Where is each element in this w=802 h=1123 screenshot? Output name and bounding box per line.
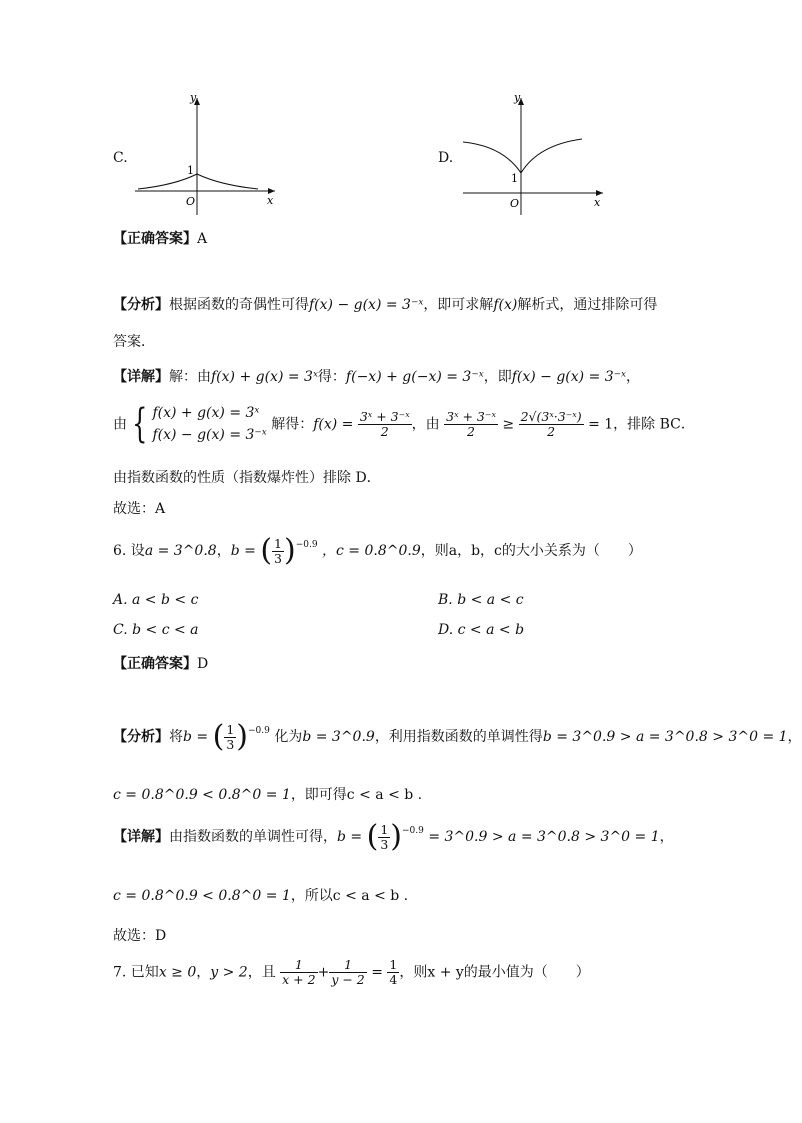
q7-stem-pre: 7. 已知 <box>113 964 159 981</box>
q6-option-d[interactable]: D. c < a < b <box>438 622 525 638</box>
q5-sys-prefix: 由 <box>113 416 127 433</box>
q6-analysis-b2: b = 3^0.9 <box>302 729 375 745</box>
q5-detail-math: f(x) − g(x) = 3⁻ˣ <box>511 369 627 385</box>
q5-system-line <box>113 402 695 447</box>
q5-detail-text: 解：由 <box>169 369 211 385</box>
q6-choose: 故选：D <box>113 928 167 944</box>
q7-frac3: $\frac{1}{4}$ <box>389 957 398 987</box>
q6-detail-l2-math: c = 0.8^0.9 < 0.8^0 = 1 <box>113 888 291 904</box>
q6-option-b[interactable]: B. b < a < c <box>438 592 524 608</box>
q5-line-d: 由指数函数的性质（指数爆炸性）排除 D． <box>113 470 381 486</box>
q5-detail-line <box>113 366 640 386</box>
d-x-label: x <box>594 196 601 209</box>
q5-sys-f: f(x) = <box>313 416 354 433</box>
q7-cond2: y > 2 <box>210 964 248 981</box>
q5-detail-label: 【详解】 <box>113 369 169 385</box>
q6-b-frac: $\frac{1}{3}$ <box>274 535 282 566</box>
q5-sys-eq2: f(x) − g(x) = 3⁻ˣ <box>152 427 267 444</box>
q6-detail-frac: $\frac{1}{3}$ <box>380 821 389 852</box>
option-d-label: D. <box>438 150 454 166</box>
q6-stem-pre: 6. 设 <box>113 543 145 559</box>
q5-analysis-math: f(x) <box>493 297 518 313</box>
option-c-label: C. <box>113 150 128 166</box>
q6-detail-line2 <box>113 885 408 905</box>
q5-analysis-text: 根据函数的奇偶性可得 <box>169 297 309 313</box>
q6-a-def: a = 3^0.8 <box>144 543 217 559</box>
q6-detail-label: 【详解】 <box>113 829 169 845</box>
q5-sys-solve: 解得： <box>271 416 314 433</box>
q6-detail-b: b = <box>337 829 363 845</box>
q6-answer: D <box>197 656 209 672</box>
q6-stem: 6. 设a = 3^0.8，b = ( $\frac{1}{3}$ )$^{-0.9}$ ，c = 0.8^0.9，则a，b，c的大小关系为（ ） <box>113 533 642 568</box>
q5-detail-text: ，即 <box>483 369 512 385</box>
q5-detail-math: f(−x) + g(−x) = 3⁻ˣ <box>345 369 484 385</box>
q5-choose: 故选：A <box>113 501 166 517</box>
q6-b-lhs: b = <box>230 543 256 559</box>
q6-analysis-line: 【分析】将b = ( $\frac{1}{3}$ )$^{-0.9}$ 化为b = 3^0.9，利用指数函数的单调性得b = 3^0.9 > a = 3^0.8 > 3^0 = 1， <box>113 719 802 754</box>
q5-sys-frac: $\frac{\text{3ˣ + 3⁻ˣ}}{2}$ <box>359 409 410 439</box>
q5-detail-text: 得： <box>317 369 346 385</box>
q5-ineq-tail: = 1 <box>588 416 614 433</box>
figure-c-graph <box>130 90 280 220</box>
q6-option-c[interactable]: C. b < c < a <box>113 622 199 638</box>
c-y-label: y <box>190 91 197 104</box>
d-y-label: y <box>514 91 521 104</box>
q6-analysis-chain: b = 3^0.9 > a = 3^0.8 > 3^0 = 1 <box>542 729 788 745</box>
q5-sys-comma: ，由 <box>411 416 440 433</box>
q6-analysis-pre: 将 <box>169 729 183 745</box>
q7-frac1: $\frac{1}{x + 2}$ <box>282 957 316 987</box>
q5-detail-text: ， <box>626 369 641 385</box>
q6-analysis-line2 <box>113 784 422 804</box>
q6-analysis-frac: $\frac{1}{3}$ <box>226 721 235 752</box>
d-origin-label: O <box>510 197 520 210</box>
q6-detail-l2-tail: ，所以c < a < b . <box>290 888 409 904</box>
c-intercept-label: 1 <box>187 164 194 177</box>
q7-and: ，且 <box>247 964 276 981</box>
q5-system <box>152 402 266 447</box>
q6-detail-text: 由指数函数的单调性可得， <box>169 829 337 845</box>
q5-analysis-text: 解析式，通过排除可得 <box>517 297 658 313</box>
q6-c-def: ，c = 0.8^0.9 <box>322 543 421 559</box>
q5-analysis-text: ，即可求解 <box>423 297 494 313</box>
q5-ineq-frac1: $\frac{\text{3ˣ + 3⁻ˣ}}{2}$ <box>446 409 496 439</box>
q6-detail-line: 【详解】由指数函数的单调性可得，b = ( $\frac{1}{3}$ )$^{-0.9}$ = 3^0.9 > a = 3^0.8 > 3^0 = 1， <box>113 819 674 854</box>
q5-sys-eq1: f(x) + g(x) = 3ˣ <box>152 405 260 421</box>
q6-b-exp: −0.9 <box>295 540 318 550</box>
q5-detail-math: f(x) + g(x) = 3ˣ <box>211 369 318 385</box>
q5-analysis-line <box>113 294 657 314</box>
q5-ineq-sign: ≥ <box>502 416 515 433</box>
d-intercept-label: 1 <box>511 172 518 185</box>
q5-answer: A <box>197 231 208 247</box>
q6-detail-chain: = 3^0.9 > a = 3^0.8 > 3^0 = 1 <box>428 829 660 845</box>
brace-symbol: { <box>132 401 148 448</box>
q6-analysis-l2-math: c = 0.8^0.9 < 0.8^0 = 1 <box>113 787 291 803</box>
c-origin-label: O <box>186 195 196 208</box>
q6-analysis-mid: 化为 <box>274 729 303 745</box>
q6-sep: ， <box>216 543 231 559</box>
q7-cond1: x ≥ 0 <box>158 964 197 981</box>
q6-answer-label: 【正确答案】 <box>113 656 197 672</box>
q7-post: ，则x + y的最小值为（ ） <box>399 964 590 981</box>
q5-analysis-label: 【分析】 <box>113 297 169 313</box>
q7-frac2: $\frac{1}{y - 2}$ <box>331 957 365 987</box>
q5-analysis-math: f(x) − g(x) = 3⁻ˣ <box>309 297 424 313</box>
q6-analysis-text: ，利用指数函数的单调性得 <box>374 729 543 745</box>
q5-answer-label: 【正确答案】 <box>113 231 197 247</box>
q7-stem: 7. 已知x ≥ 0，y > 2，且 $\frac{1}{x + 2}$ + $\frac{1}{y - 2}$ = $\frac{1}{4}$ ，则x + y的最小值为（ ） <box>113 957 590 987</box>
figure-d-graph <box>458 90 608 220</box>
q5-answer-line <box>113 228 207 248</box>
q5-analysis-line2: 答案． <box>113 334 155 350</box>
q6-answer-line <box>113 653 208 673</box>
q6-stem-post: ，则a，b，c的大小关系为（ ） <box>420 543 642 559</box>
c-x-label: x <box>267 194 274 207</box>
q5-exclude-bc: ，排除 BC． <box>613 416 695 433</box>
q6-option-a[interactable]: A. a < b < c <box>113 592 199 608</box>
q6-analysis-b: b = <box>183 729 209 745</box>
q6-analysis-l2-tail: ，即可得c < a < b . <box>290 787 423 803</box>
q5-ineq-frac2: $\frac{\text{2√(3ˣ·3⁻ˣ)}}{2}$ <box>520 409 582 439</box>
q6-analysis-label: 【分析】 <box>113 729 169 745</box>
